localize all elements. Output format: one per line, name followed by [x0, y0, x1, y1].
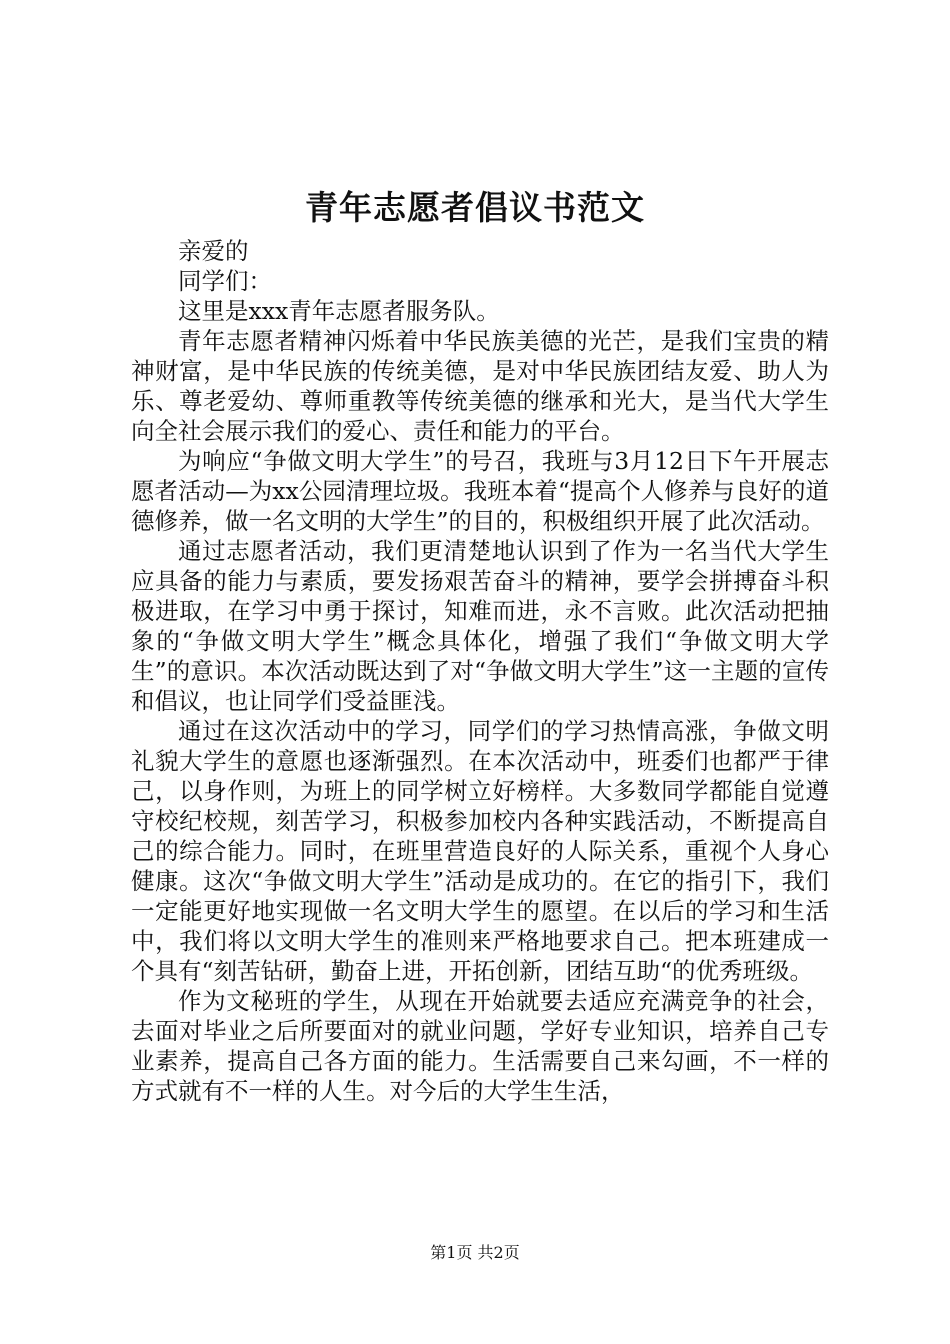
intro-paragraph: 这里是xxx青年志愿者服务队。	[178, 297, 500, 325]
body-paragraph: 为响应“争做文明大学生”的号召，我班与3月12日下午开展志愿者活动—为xx公园清理垃圾。我班本着“提高个人修养与良好的道德修养，做一名文明的大学生”的目的，积极组织开展了此次活动。	[131, 447, 829, 535]
document-body	[131, 236, 829, 1106]
body-paragraph: 通过志愿者活动，我们更清楚地认识到了作为一名当代大学生应具备的能力与素质，要发扬艰苦奋斗的精神，要学会拼搏奋斗积极进取，在学习中勇于探讨，知难而进，永不言败。此次活动把抽象的“争做文明大学生”概念具体化，增强了我们“争做文明大学生”的意识。本次活动既达到了对“争做文明大学生”这一主题的宣传和倡议，也让同学们受益匪浅。	[131, 537, 829, 715]
body-paragraph: 青年志愿者精神闪烁着中华民族美德的光芒，是我们宝贵的精神财富，是中华民族的传统美德，是对中华民族团结友爱、助人为乐、尊老爱幼、尊师重教等传统美德的继承和光大，是当代大学生向全社会展示我们的爱心、责任和能力的平台。	[131, 327, 829, 445]
document-title: 青年志愿者倡议书范文	[305, 188, 645, 227]
salutation-line-2: 同学们：	[178, 267, 272, 295]
body-paragraph: 作为文秘班的学生，从现在开始就要去适应充满竞争的社会，去面对毕业之后所要面对的就业问题，学好专业知识，培养自己专业素养，提高自己各方面的能力。生活需要自己来勾画，不一样的方式就有不一样的人生。对今后的大学生生活，	[131, 987, 829, 1105]
salutation-line-1: 亲爱的	[178, 237, 249, 265]
page-footer: 第1页 共2页	[430, 1243, 520, 1262]
body-paragraph: 通过在这次活动中的学习，同学们的学习热情高涨，争做文明礼貌大学生的意愿也逐渐强烈。在本次活动中，班委们也都严于律己，以身作则，为班上的同学树立好榜样。大多数同学都能自觉遵守校纪校规，刻苦学习，积极参加校内各种实践活动，不断提高自己的综合能力。同时，在班里营造良好的人际关系，重视个人身心健康。这次“争做文明大学生”活动是成功的。在它的指引下，我们一定能更好地实现做一名文明大学生的愿望。在以后的学习和生活中，我们将以文明大学生的准则来严格地要求自己。把本班建成一个具有“刻苦钻研，勤奋上进，开拓创新，团结互助“的优秀班级。	[131, 717, 829, 985]
